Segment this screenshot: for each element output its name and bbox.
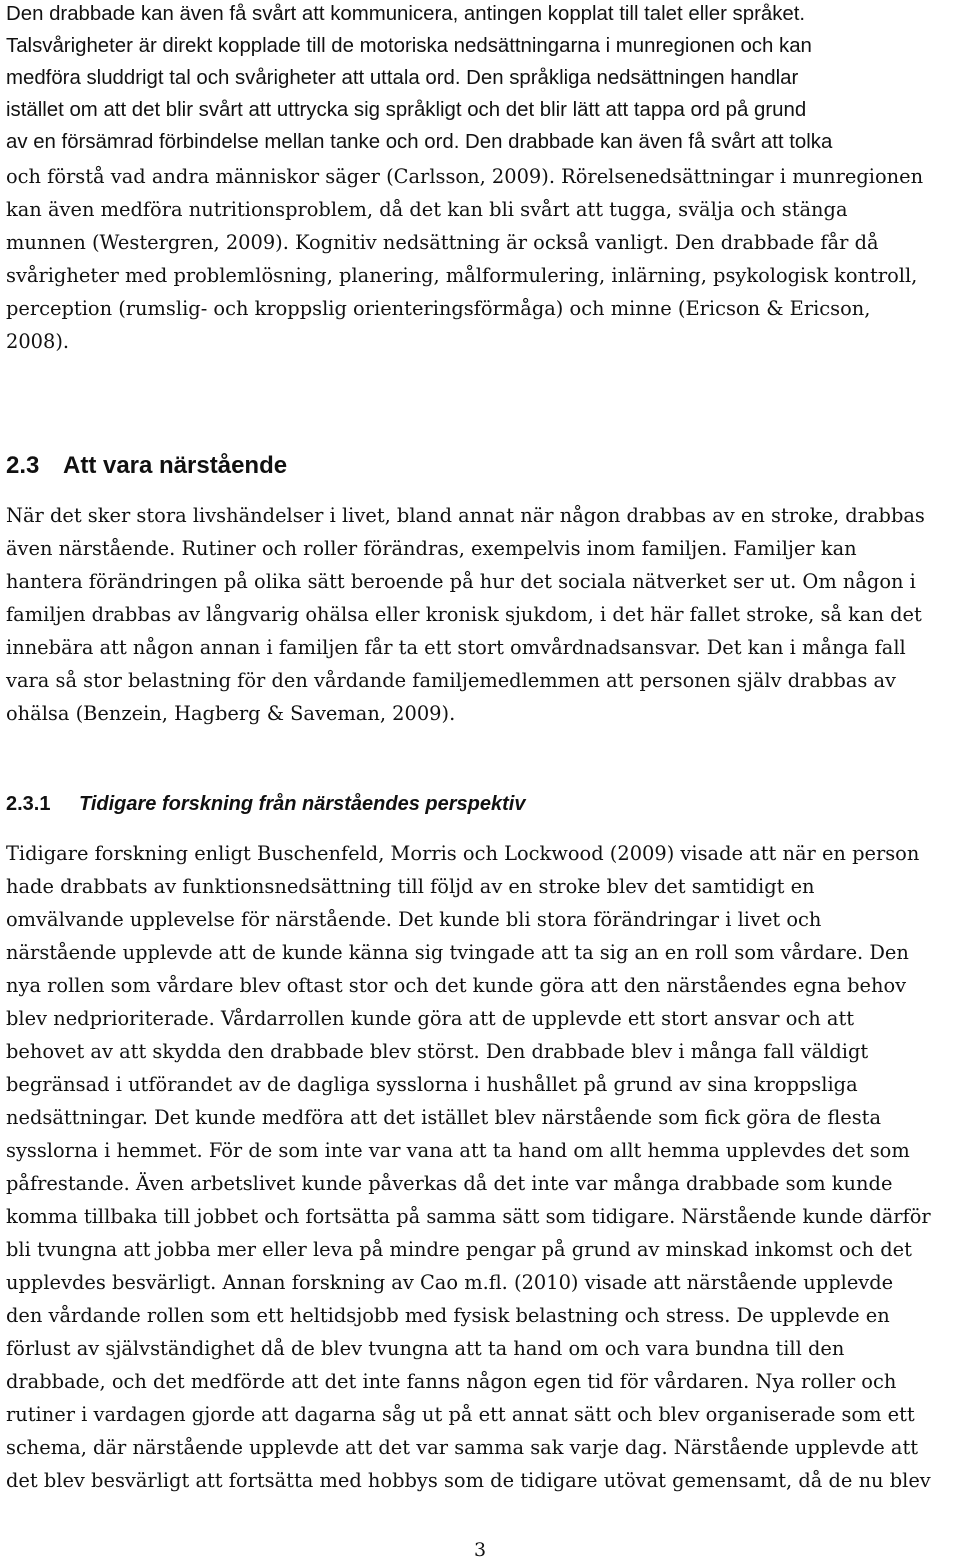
paragraph-line: det blev besvärligt att fortsätta med hobbys som de tidigare utövat gemensamt, då de nu blev (6, 1469, 931, 1492)
section-heading-2-3 (6, 448, 287, 484)
paragraph-line: kan även medföra nutritionsproblem, då det kan bli svårt att tugga, svälja och stänga (6, 198, 848, 221)
paragraph-line: perception (rumslig- och kroppslig orienteringsförmåga) och minne (Ericson & Ericson, (6, 297, 871, 320)
paragraph-line: Tidigare forskning enligt Buschenfeld, Morris och Lockwood (2009) visade att när en person (6, 842, 920, 865)
paragraph-line: Talsvårigheter är direkt kopplade till de motoriska nedsättningarna i munregionen och kan (6, 35, 812, 57)
paragraph-line: munnen (Westergren, 2009). Kognitiv nedsättning är också vanligt. Den drabbade får då (6, 231, 879, 254)
paragraph-line: 2008). (6, 330, 70, 353)
paragraph-line: blev nedprioriterade. Vårdarrollen kunde göra att de upplevde ett stort ansvar och att (6, 1007, 855, 1030)
paragraph-line: drabbade, och det medförde att det inte fanns någon egen tid för vårdaren. Nya roller och (6, 1370, 897, 1393)
paragraph-line: den vårdande rollen som ett heltidsjobb med fysisk belastning och stress. De upplevde en (6, 1304, 890, 1327)
paragraph-line: komma tillbaka till jobbet och fortsätta på samma sätt som tidigare. Närstående kunde därför (6, 1205, 931, 1228)
paragraph-line: förlust av självständighet då de blev tvungna att ta hand om och vara bundna till den (6, 1337, 845, 1360)
section-number: 2.3 (6, 452, 40, 479)
paragraph-line: ohälsa (Benzein, Hagberg & Saveman, 2009). (6, 702, 456, 725)
paragraph-line: hade drabbats av funktionsnedsättning till följd av en stroke blev det samtidigt en (6, 875, 815, 898)
paragraph-line: sysslorna i hemmet. För de som inte var vana att ta hand om allt hemma upplevdes det som (6, 1139, 910, 1162)
paragraph-line: När det sker stora livshändelser i livet, bland annat när någon drabbas av en stroke, drabbas (6, 504, 925, 527)
paragraph-line: vara så stor belastning för den vårdande familjemedlemmen att personen själv drabbas av (6, 669, 896, 692)
paragraph-line: svårigheter med problemlösning, planering, målformulering, inlärning, psykologisk kontroll, (6, 264, 918, 287)
paragraph-line: även närstående. Rutiner och roller förändras, exempelvis inom familjen. Familjer kan (6, 537, 857, 560)
paragraph-line: och förstå vad andra människor säger (Carlsson, 2009). Rörelsenedsättningar i munregionen (6, 165, 924, 188)
paragraph-line: nya rollen som vårdare blev oftast stor och det kunde göra att den närståendes egna behov (6, 974, 907, 997)
paragraph-line: närstående upplevde att de kunde känna sig tvingade att ta sig an en roll som vårdare. Den (6, 941, 909, 964)
paragraph-line: nedsättningar. Det kunde medföra att det istället blev närstående som fick göra de flesta (6, 1106, 882, 1129)
subsection-number: 2.3.1 (6, 793, 51, 815)
paragraph-line: istället om att det blir svårt att uttrycka sig språkligt och det blir lätt att tappa ord på grund (6, 99, 807, 121)
paragraph-line: upplevdes besvärligt. Annan forskning av Cao m.fl. (2010) visade att närstående upplevde (6, 1271, 894, 1294)
paragraph-line: innebära att någon annan i familjen får ta ett stort omvårdnadsansvar. Det kan i många fall (6, 636, 906, 659)
subsection-title: Tidigare forskning från närståendes perspektiv (79, 793, 526, 815)
paragraph-line: hantera förändringen på olika sätt beroende på hur det sociala nätverket ser ut. Om någon i (6, 570, 916, 593)
section-title: Att vara närstående (63, 452, 288, 479)
paragraph-line: rutiner i vardagen gjorde att dagarna såg ut på ett annat sätt och blev organiserade som ett (6, 1403, 915, 1426)
paragraph-line: Den drabbade kan även få svårt att kommunicera, antingen kopplat till talet eller språket. (6, 3, 806, 25)
paragraph-line: medföra sluddrigt tal och svårigheter att uttala ord. Den språkliga nedsättningen handlar (6, 67, 799, 89)
paragraph-line: påfrestande. Även arbetslivet kunde påverkas då det inte var många drabbade som kunde (6, 1172, 893, 1195)
paragraph-line: av en försämrad förbindelse mellan tanke och ord. Den drabbade kan även få svårt att tolka (6, 131, 833, 153)
paragraph-line: familjen drabbas av långvarig ohälsa eller kronisk sjukdom, i det här fallet stroke, så kan det (6, 603, 922, 626)
paragraph-line: omvälvande upplevelse för närstående. Det kunde bli stora förändringar i livet och (6, 908, 822, 931)
paragraph-line: behovet av att skydda den drabbade blev störst. Den drabbade blev i många fall väldigt (6, 1040, 869, 1063)
paragraph-line: schema, där närstående upplevde att det var samma sak varje dag. Närstående upplevde att (6, 1436, 919, 1459)
paragraph-line: bli tvungna att jobba mer eller leva på mindre pengar på grund av minskad inkomst och det (6, 1238, 912, 1261)
paragraph-line: begränsad i utförandet av de dagliga sysslorna i hushållet på grund av sina kroppsliga (6, 1073, 858, 1096)
page-number: 3 (473, 1539, 487, 1561)
section-heading-2-3-1 (6, 788, 525, 820)
